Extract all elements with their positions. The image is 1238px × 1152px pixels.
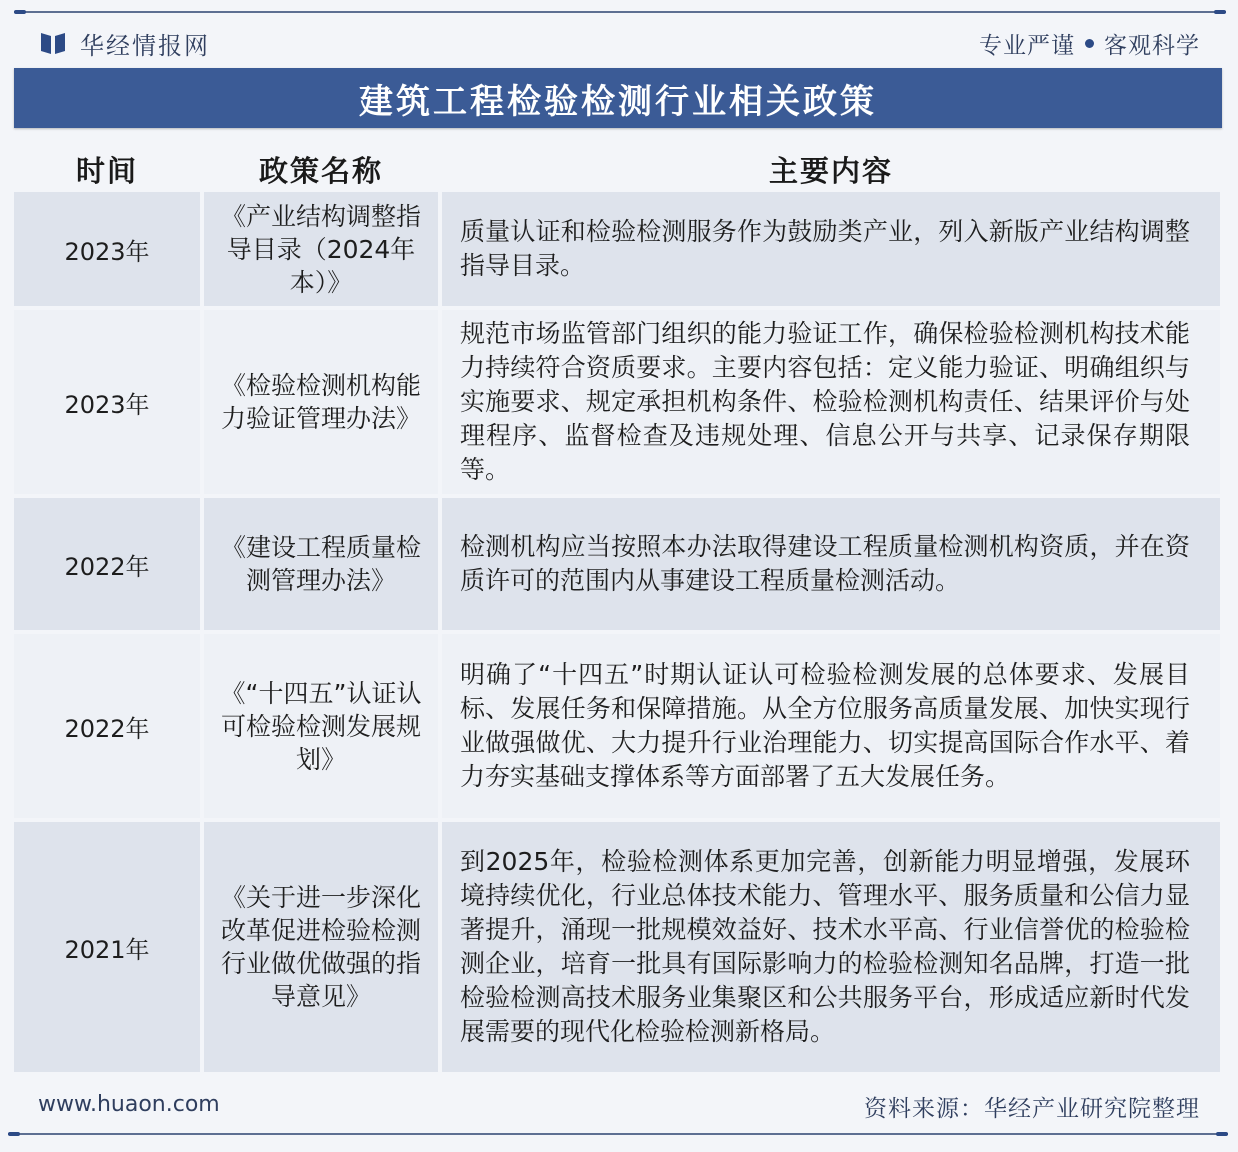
- cell-policy-name: 《检验检测机构能力验证管理办法》: [204, 310, 438, 494]
- book-icon: [40, 31, 66, 55]
- cell-content: 质量认证和检验检测服务作为鼓励类产业，列入新版产业结构调整指导目录。: [442, 192, 1220, 306]
- cell-policy-name: 《产业结构调整指导目录（2024年本）》: [204, 192, 438, 306]
- brand: [40, 27, 210, 59]
- brand-name: 华经情报网: [80, 31, 210, 60]
- data-source: 资料来源：华经产业研究院整理: [864, 1096, 1200, 1122]
- divider-cap-right: [1214, 10, 1226, 14]
- column-header-time: 时间: [75, 153, 138, 188]
- page-title: 建筑工程检验检测行业相关政策: [14, 68, 1222, 128]
- bottom-divider: [8, 1133, 1228, 1135]
- table-row: [14, 498, 1220, 630]
- divider-cap-right: [1216, 1132, 1228, 1136]
- cell-time: 2022年: [14, 634, 200, 818]
- divider-cap-left: [14, 10, 26, 14]
- cell-time: 2022年: [14, 498, 200, 630]
- cell-time: 2023年: [14, 192, 200, 306]
- table-row: [14, 822, 1220, 1072]
- column-header-content: 主要内容: [768, 153, 893, 188]
- cell-content: 检测机构应当按照本办法取得建设工程质量检测机构资质，并在资质许可的范围内从事建设工程质量检测活动。: [442, 498, 1220, 630]
- cell-policy-name: 《建设工程质量检测管理办法》: [204, 498, 438, 630]
- cell-content: 到2025年，检验检测体系更加完善，创新能力明显增强，发展环境持续优化，行业总体技术能力、管理水平、服务质量和公信力显著提升，涌现一批规模效益好、技术水平高、行业信誉优的检验检测企业，培育一批具有国际影响力的检验检测知名品牌，打造一批检验检测高技术服务业集聚区和公共服务平台，形成适应新时代发展需要的现代化检验检测新格局。: [442, 822, 1220, 1072]
- cell-content: 明确了“十四五”时期认证认可检验检测发展的总体要求、发展目标、发展任务和保障措施。从全方位服务高质量发展、加快实现行业做强做优、大力提升行业治理能力、切实提高国际合作水平、着力夯实基础支撑体系等方面部署了五大发展任务。: [442, 634, 1220, 818]
- table-row: [14, 310, 1220, 494]
- cell-policy-name: 《“十四五”认证认可检验检测发展规划》: [204, 634, 438, 818]
- column-header-policy-name: 政策名称: [258, 153, 383, 188]
- divider-cap-left: [8, 1132, 20, 1136]
- slogan: [979, 27, 1200, 59]
- cell-time: 2021年: [14, 822, 200, 1072]
- website-url: www.huaon.com: [38, 1092, 220, 1117]
- cell-policy-name: 《关于进一步深化改革促进检验检测行业做优做强的指导意见》: [204, 822, 438, 1072]
- slogan-right: 客观科学: [1104, 32, 1200, 59]
- table-row: [14, 192, 1220, 306]
- slogan-left: 专业严谨: [979, 32, 1075, 59]
- bullet-dot-icon: [1085, 39, 1094, 48]
- cell-time: 2023年: [14, 310, 200, 494]
- table-row: [14, 634, 1220, 818]
- cell-content: 规范市场监管部门组织的能力验证工作，确保检验检测机构技术能力持续符合资质要求。主要内容包括：定义能力验证、明确组织与实施要求、规定承担机构条件、检验检测机构责任、结果评价与处理程序、监督检查及违规处理、信息公开与共享、记录保存期限等。: [442, 310, 1220, 494]
- top-divider: [14, 11, 1226, 13]
